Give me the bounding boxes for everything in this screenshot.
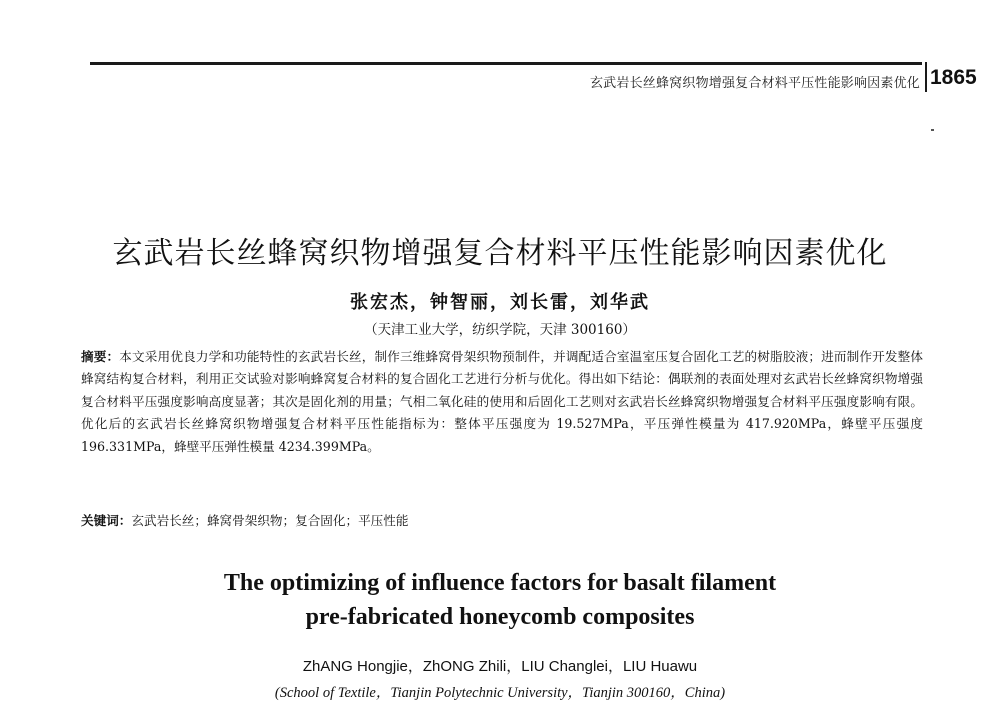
keywords-label: 关键词： [81, 513, 132, 528]
running-title: 玄武岩长丝蜂窝织物增强复合材料平压性能影响因素优化 [589, 76, 920, 91]
header-rule [90, 62, 922, 65]
english-affiliation: (School of Textile，Tianjin Polytechnic University，Tianjin 300160，China) [274, 685, 726, 701]
english-authors: ZhANG Hongjie，ZhONG Zhili，LIU Changlei，LIU Huawu [302, 658, 698, 675]
chinese-title: 玄武岩长丝蜂窝织物增强复合材料平压性能影响因素优化 [112, 236, 888, 271]
keywords-line [81, 510, 923, 532]
header-divider [925, 62, 927, 92]
english-title [0, 566, 1000, 634]
abstract-text: 本文采用优良力学和功能特性的玄武岩长丝，制作三维蜂窝骨架织物预制件，并调配适合室温室压复合固化工艺的树脂胶液；进而制作开发整体蜂窝结构复合材料，利用正交试验对影响蜂窝复合材料的复合固化工艺进行分析与优化。得出如下结论：偶联剂的表面处理对玄武岩长丝蜂窝织物增强复合材料平压强度影响高度显著；其次是固化剂的用量；气相二氧化硅的使用和后固化工艺则对玄武岩长丝蜂窝织物增强复合材料平压强度影响有限。优化后的玄武岩长丝蜂窝织物增强复合材料平压性能指标为：整体平压强度为 19.527MPa，平压弹性模量为 417.920MPa，蜂壁平压强度 196.331MPa，蜂壁平压弹性模量 4234.399MPa。 [81, 349, 924, 454]
keywords-text: 玄武岩长丝；蜂窝骨架织物；复合固化；平压性能 [131, 513, 409, 528]
english-title-line-1: The optimizing of influence factors for basalt filament [223, 570, 777, 596]
chinese-affiliation: （天津工业大学，纺织学院，天津 300160） [364, 322, 636, 338]
abstract-paragraph [81, 346, 923, 458]
abstract-label: 摘要： [81, 349, 120, 364]
page-number: 1865 [930, 66, 977, 89]
english-title-line-2: pre-fabricated honeycomb composites [305, 604, 695, 630]
chinese-authors: 张宏杰，钟智丽，刘长雷，刘华武 [350, 292, 650, 313]
speck-mark [931, 129, 934, 131]
